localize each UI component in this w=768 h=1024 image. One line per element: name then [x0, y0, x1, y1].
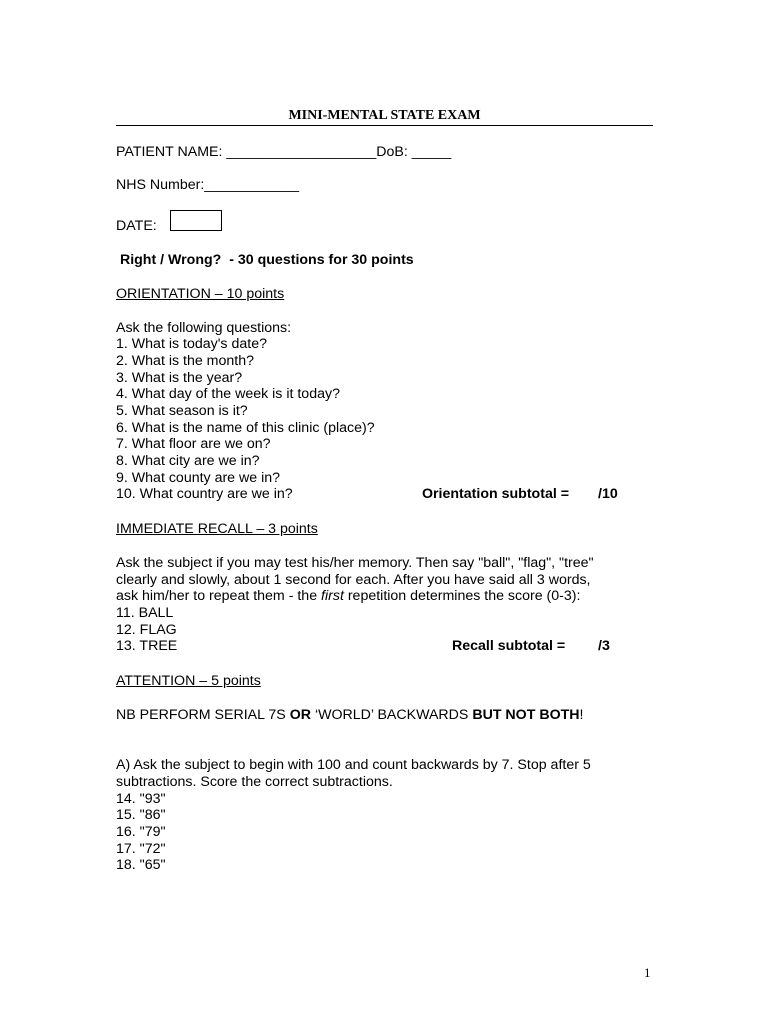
orientation-question-6: 6. What is the name of this clinic (place)?	[116, 420, 375, 436]
serial7-item-72: 17. "72"	[116, 841, 166, 857]
recall-subtotal-label: Recall subtotal =	[452, 638, 566, 654]
serial7-instruction-line-1: A) Ask the subject to begin with 100 and count backwards by 7. Stop after 5	[116, 757, 591, 773]
patient-name-line: PATIENT NAME: ___________________DoB: _____	[116, 144, 452, 160]
right-wrong-instruction: Right / Wrong? - 30 questions for 30 points	[116, 252, 414, 268]
orientation-question-9: 9. What county are we in?	[116, 470, 281, 486]
attention-heading: ATTENTION – 5 points	[116, 673, 261, 689]
orientation-question-7: 7. What floor are we on?	[116, 436, 271, 452]
serial7-instruction-line-2: subtractions. Score the correct subtractions.	[116, 774, 393, 790]
attention-nb-line	[116, 707, 583, 724]
serial7-item-93: 14. "93"	[116, 791, 166, 807]
document-title: MINI-MENTAL STATE EXAM	[116, 108, 653, 126]
orientation-question-2: 2. What is the month?	[116, 353, 255, 369]
orientation-question-10: 10. What country are we in?	[116, 486, 293, 502]
serial7-item-79: 16. "79"	[116, 824, 166, 840]
recall-instruction-line-2: clearly and slowly, about 1 second for each. After you have said all 3 words,	[116, 572, 591, 588]
recall-item-ball: 11. BALL	[116, 605, 174, 621]
orientation-heading: ORIENTATION – 10 points	[116, 286, 285, 302]
orientation-question-8: 8. What city are we in?	[116, 453, 260, 469]
orientation-question-3: 3. What is the year?	[116, 370, 243, 386]
immediate-recall-heading: IMMEDIATE RECALL – 3 points	[116, 521, 318, 537]
serial7-item-86: 15. "86"	[116, 807, 166, 823]
orientation-intro: Ask the following questions:	[116, 320, 292, 336]
recall-subtotal-value: /3	[598, 638, 610, 654]
serial7-item-65: 18. "65"	[116, 857, 166, 873]
nb-end: !	[579, 707, 584, 723]
nhs-number-line: NHS Number:____________	[116, 177, 299, 193]
nb-text-2: ‘WORLD’ BACKWARDS	[311, 707, 473, 723]
nb-text-1: NB PERFORM SERIAL 7S	[116, 707, 290, 723]
nb-but-not-both: BUT NOT BOTH	[472, 707, 580, 723]
recall-instruction-pre: ask him/her to repeat them - the	[116, 588, 322, 604]
recall-item-tree: 13. TREE	[116, 638, 178, 654]
recall-instruction-line-1: Ask the subject if you may test his/her memory. Then say "ball", "flag", "tree"	[116, 555, 594, 571]
recall-item-flag: 12. FLAG	[116, 622, 177, 638]
orientation-question-4: 4. What day of the week is it today?	[116, 386, 340, 402]
recall-instruction-line-3	[116, 588, 580, 605]
date-label: DATE:	[116, 218, 157, 234]
page-number: 1	[644, 965, 651, 980]
orientation-subtotal-label: Orientation subtotal =	[422, 486, 570, 502]
nb-or: OR	[289, 707, 311, 723]
orientation-subtotal-value: /10	[598, 486, 618, 502]
recall-instruction-post: repetition determines the score (0-3):	[343, 588, 581, 604]
recall-instruction-emphasis: first	[321, 588, 344, 604]
orientation-question-5: 5. What season is it?	[116, 403, 248, 419]
orientation-question-1: 1. What is today's date?	[116, 336, 267, 352]
date-input-box[interactable]	[170, 210, 222, 231]
